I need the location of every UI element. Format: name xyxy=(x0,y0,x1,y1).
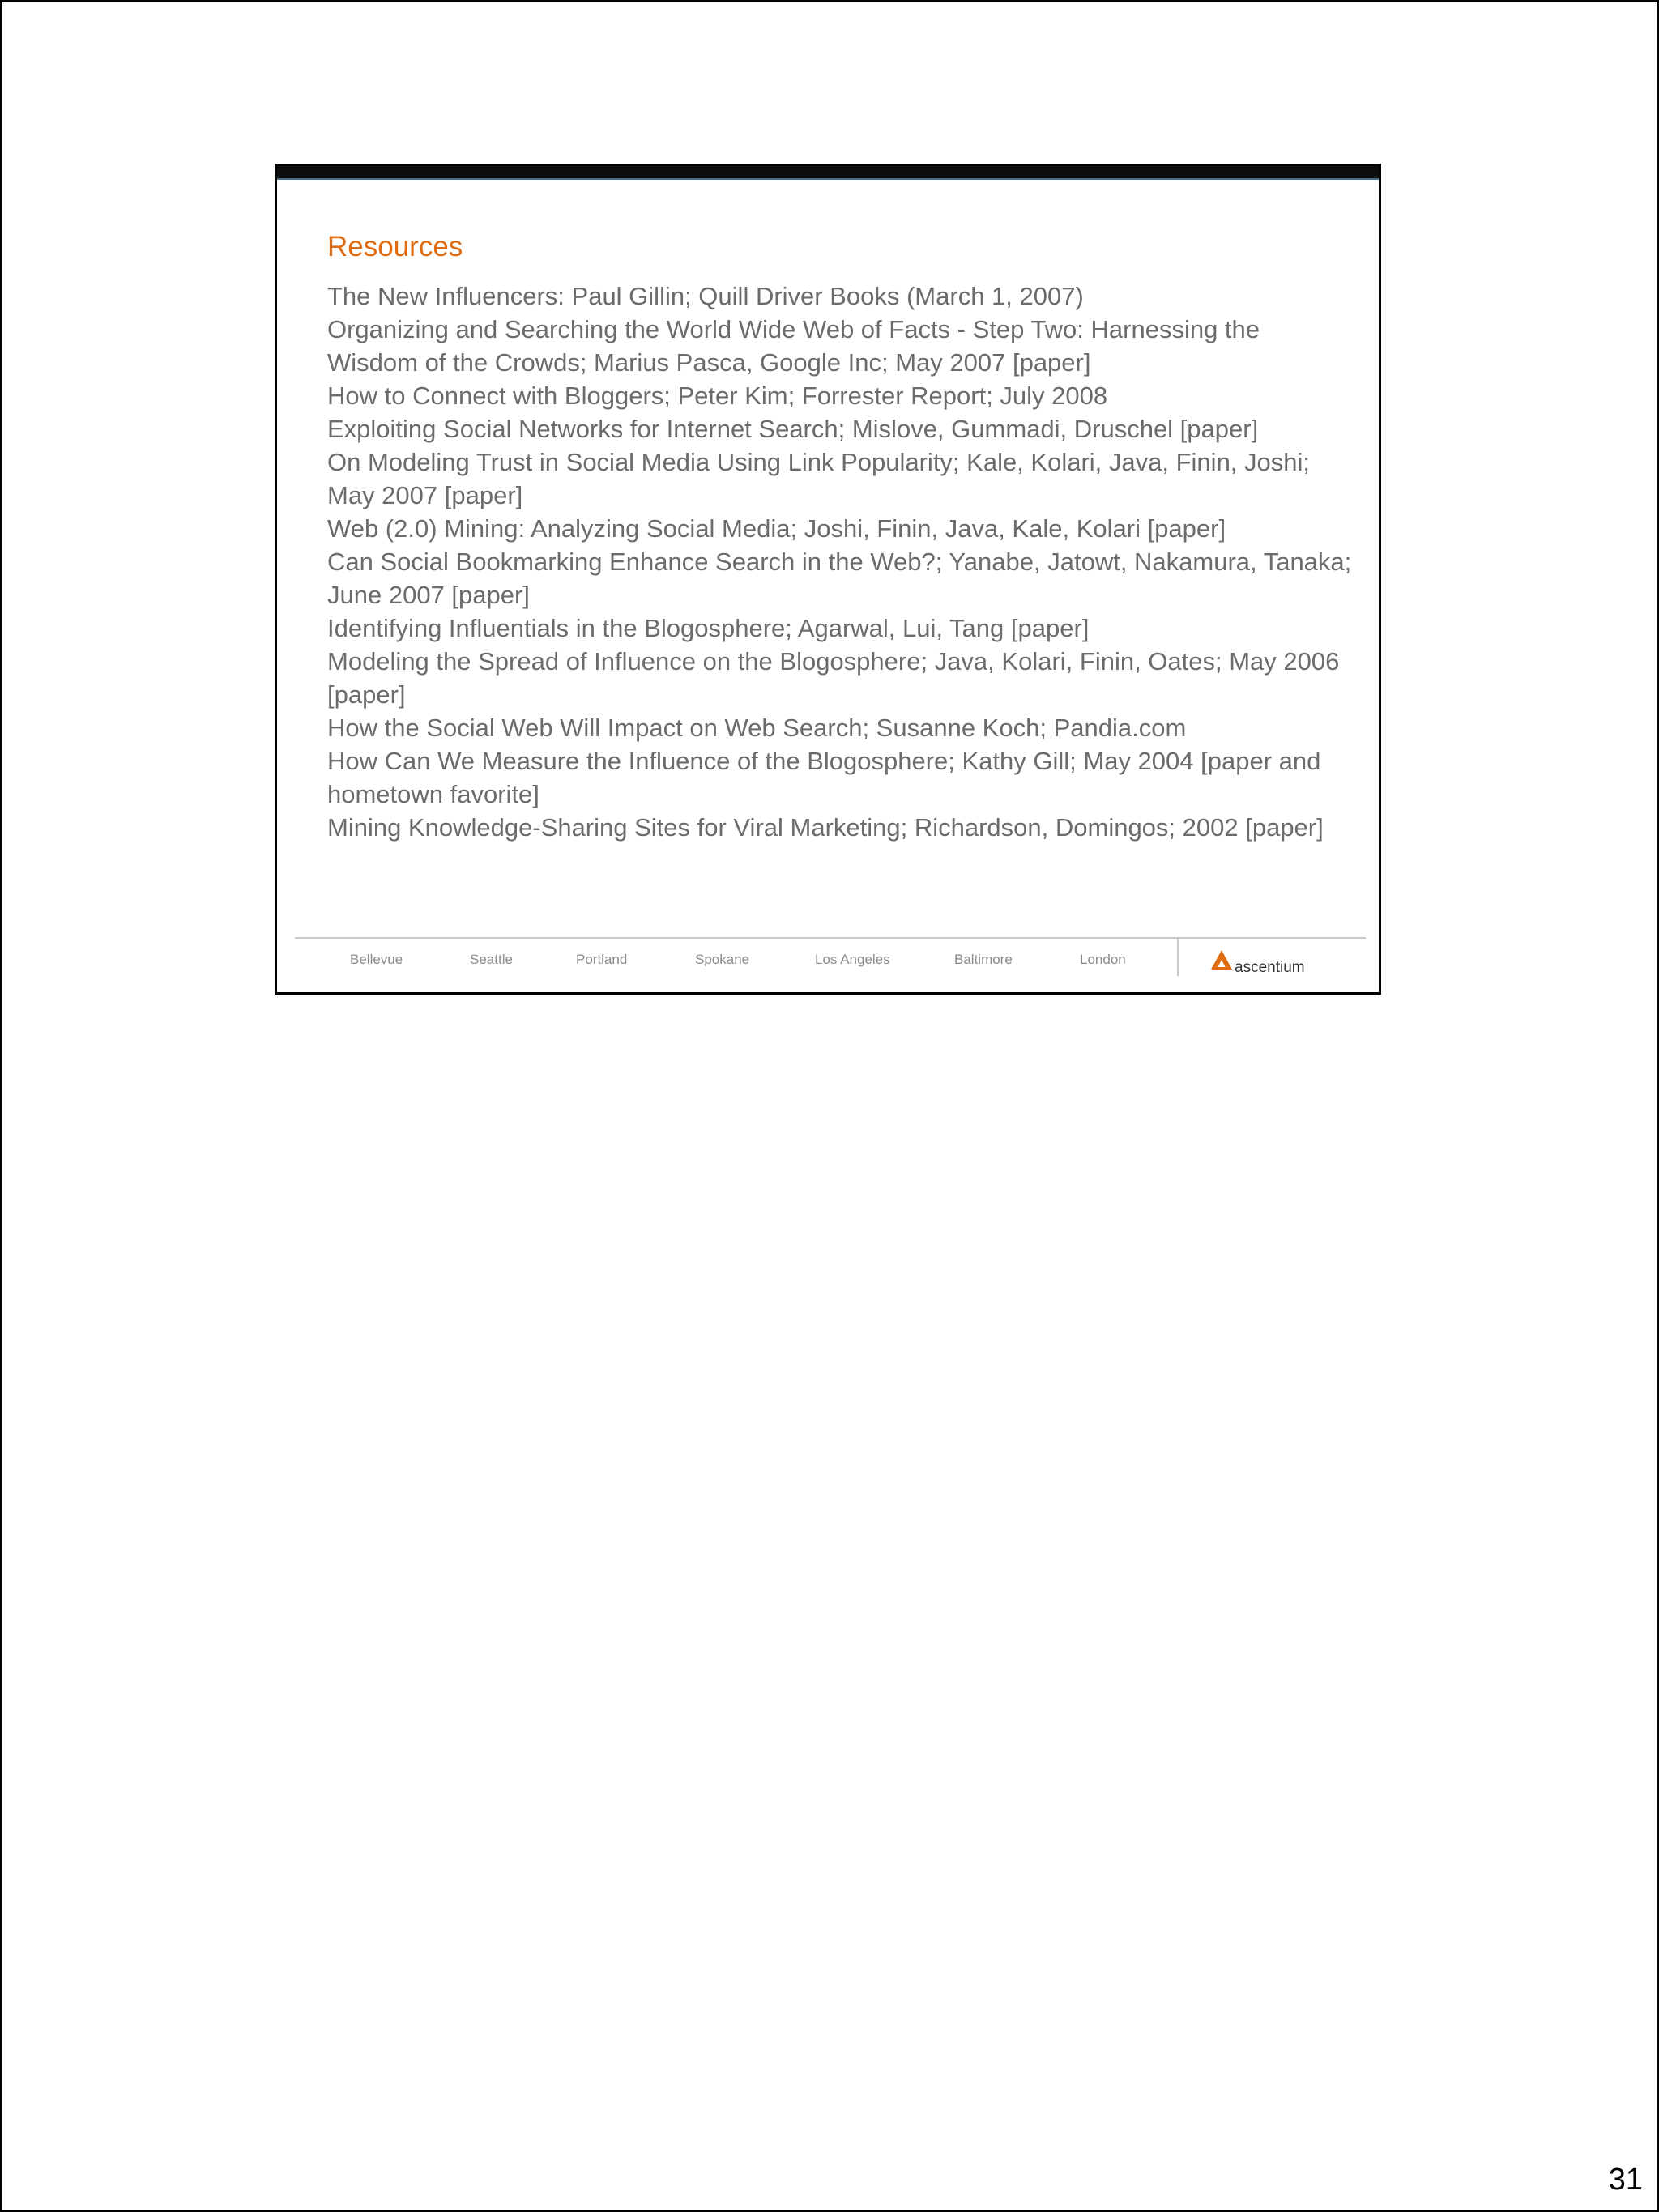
slide-top-bar xyxy=(277,166,1379,178)
resource-item: Web (2.0) Mining: Analyzing Social Media; Joshi, Finin, Java, Kale, Kolari [paper] xyxy=(327,514,1226,543)
footer-cities xyxy=(277,952,1177,976)
footer-city-baltimore: Baltimore xyxy=(954,952,1013,967)
resource-item: How the Social Web Will Impact on Web Search; Susanne Koch; Pandia.com xyxy=(327,714,1187,742)
footer-city-seattle: Seattle xyxy=(470,952,513,967)
resource-item: Identifying Influentials in the Blogosphere; Agarwal, Lui, Tang [paper] xyxy=(327,614,1090,642)
resource-item: Can Social Bookmarking Enhance Search in the Web?; Yanabe, Jatowt, Nakamura, Tanaka; June 2007 [paper] xyxy=(327,548,1352,609)
logo-text: ascentium xyxy=(1235,959,1305,976)
resource-item: How Can We Measure the Influence of the Blogosphere; Kathy Gill; May 2004 [paper and hometown favorite] xyxy=(327,747,1321,808)
resource-item: On Modeling Trust in Social Media Using Link Popularity; Kale, Kolari, Java, Finin, Joshi; May 2007 [paper] xyxy=(327,448,1311,509)
ascentium-logo xyxy=(1209,947,1314,979)
footer-city-bellevue: Bellevue xyxy=(350,952,403,967)
resource-item: Modeling the Spread of Influence on the Blogosphere; Java, Kolari, Finin, Oates; May 2006 [paper] xyxy=(327,647,1340,709)
resource-item: Exploiting Social Networks for Internet Search; Mislove, Gummadi, Druschel [paper] xyxy=(327,415,1259,443)
slide xyxy=(275,164,1381,995)
footer-city-los-angeles: Los Angeles xyxy=(815,952,890,967)
ascentium-logo-icon xyxy=(1209,948,1235,973)
resource-list xyxy=(327,279,1356,844)
resource-item: How to Connect with Bloggers; Peter Kim; Forrester Report; July 2008 xyxy=(327,381,1108,410)
resource-item: Organizing and Searching the World Wide Web of Facts - Step Two: Harnessing the Wisdom of the Crowds; Marius Pasca, Google Inc; May 2007 [paper] xyxy=(327,315,1260,377)
slide-title: Resources xyxy=(327,231,463,262)
resource-item: Mining Knowledge-Sharing Sites for Viral Marketing; Richardson, Domingos; 2002 [paper] xyxy=(327,813,1324,842)
footer-city-london: London xyxy=(1080,952,1126,967)
page-number: 31 xyxy=(1608,2163,1643,2197)
footer-city-portland: Portland xyxy=(576,952,628,967)
footer-city-spokane: Spokane xyxy=(695,952,750,967)
footer-divider-line xyxy=(295,937,1366,939)
slide-top-accent-line xyxy=(277,178,1379,180)
resource-item: The New Influencers: Paul Gillin; Quill Driver Books (March 1, 2007) xyxy=(327,282,1084,310)
footer-vertical-divider xyxy=(1177,939,1179,976)
